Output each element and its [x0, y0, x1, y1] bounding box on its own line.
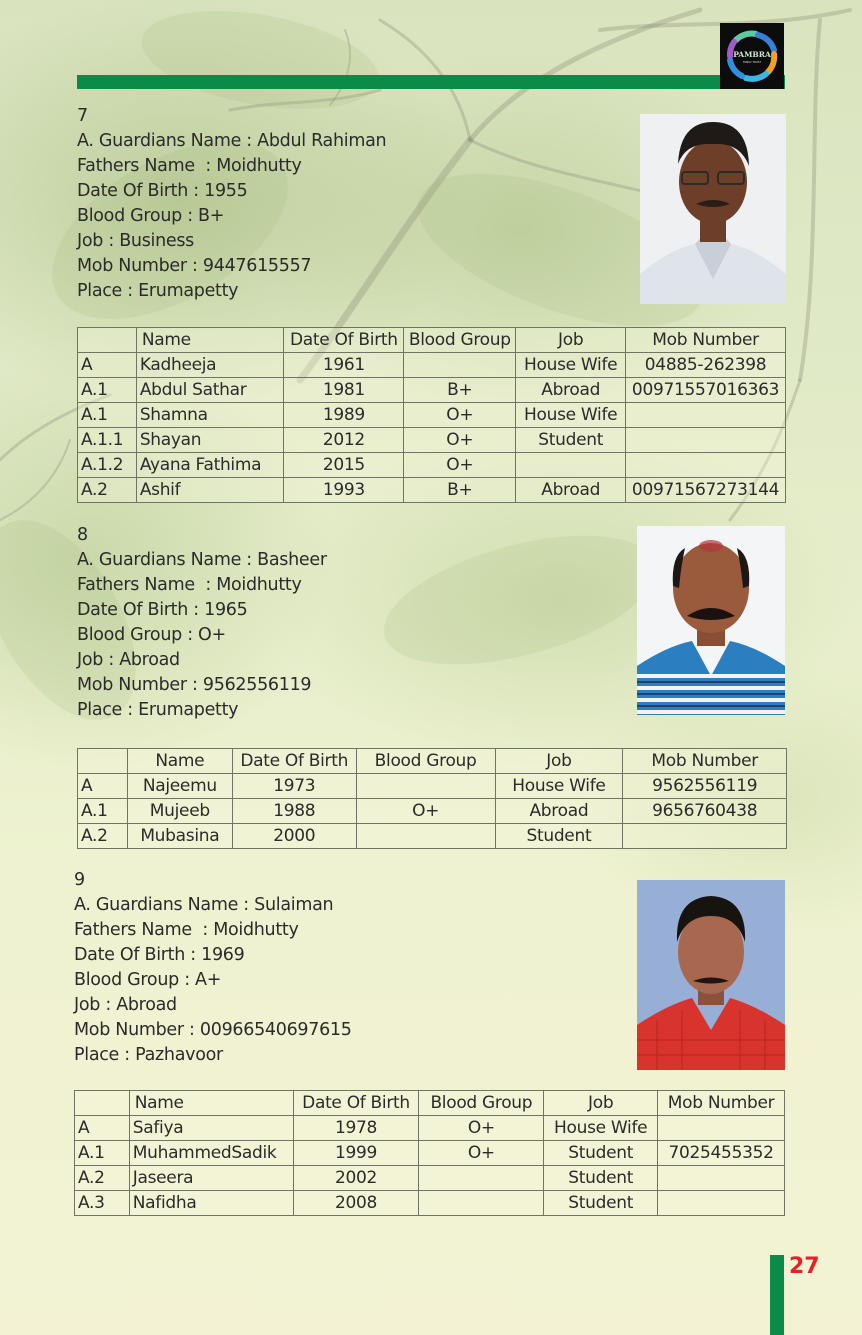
member-name: MuhammedSadik — [129, 1141, 293, 1166]
member-job: Abroad — [516, 478, 626, 503]
member-code: A.1 — [78, 799, 128, 824]
member-code: A.2 — [78, 824, 128, 849]
family-number: 7 — [77, 106, 88, 126]
member-blood-group: O+ — [404, 428, 516, 453]
place: Place : Erumapetty — [77, 700, 239, 720]
table-row — [78, 353, 786, 378]
member-job: Student — [516, 428, 626, 453]
table-header-row — [78, 328, 786, 353]
member-mob-number: 00971567273144 — [626, 478, 786, 503]
column-header-code — [78, 749, 128, 774]
member-blood-group: O+ — [419, 1141, 544, 1166]
member-code: A.1 — [78, 403, 137, 428]
member-name: Ashif — [136, 478, 284, 503]
member-blood-group: O+ — [356, 799, 495, 824]
guardian-photo — [637, 880, 785, 1070]
column-header-blood-group: Blood Group — [404, 328, 516, 353]
mob-number: Mob Number : 9562556119 — [77, 675, 312, 695]
place: Place : Pazhavoor — [74, 1045, 223, 1065]
column-header-job: Job — [544, 1091, 658, 1116]
member-blood-group: B+ — [404, 478, 516, 503]
table-row — [75, 1116, 785, 1141]
member-mob-number — [626, 403, 786, 428]
family-9-members-table — [74, 1090, 785, 1216]
member-blood-group: B+ — [404, 378, 516, 403]
member-dob: 1961 — [284, 353, 404, 378]
member-dob: 1989 — [284, 403, 404, 428]
member-dob: 1999 — [293, 1141, 419, 1166]
mob-number: Mob Number : 9447615557 — [77, 256, 312, 276]
member-code: A — [78, 774, 128, 799]
member-dob: 1981 — [284, 378, 404, 403]
member-mob-number — [623, 824, 787, 849]
date-of-birth: Date Of Birth : 1955 — [77, 181, 248, 201]
member-blood-group — [419, 1166, 544, 1191]
member-mob-number — [658, 1191, 785, 1216]
page-number: 27 — [789, 1254, 820, 1279]
guardian-photo — [640, 114, 786, 304]
column-header-name: Name — [136, 328, 284, 353]
guardian-photo — [637, 526, 785, 715]
member-job: Student — [544, 1141, 658, 1166]
job: Job : Business — [77, 231, 194, 251]
svg-text:PAMBRA: PAMBRA — [733, 50, 771, 59]
member-mob-number: 00971557016363 — [626, 378, 786, 403]
member-job: House Wife — [495, 774, 623, 799]
member-mob-number — [658, 1166, 785, 1191]
member-name: Ayana Fathima — [136, 453, 284, 478]
column-header-code — [78, 328, 137, 353]
table-header-row — [75, 1091, 785, 1116]
member-name: Jaseera — [129, 1166, 293, 1191]
member-dob: 1978 — [293, 1116, 419, 1141]
column-header-mob-number: Mob Number — [658, 1091, 785, 1116]
column-header-code — [75, 1091, 130, 1116]
family-8-members-table — [77, 748, 787, 849]
member-blood-group: O+ — [404, 453, 516, 478]
member-dob: 2015 — [284, 453, 404, 478]
member-dob: 2008 — [293, 1191, 419, 1216]
table-row — [78, 824, 787, 849]
table-row — [75, 1166, 785, 1191]
column-header-name: Name — [129, 1091, 293, 1116]
member-name: Najeemu — [127, 774, 232, 799]
place: Place : Erumapetty — [77, 281, 239, 301]
member-name: Shayan — [136, 428, 284, 453]
column-header-blood-group: Blood Group — [419, 1091, 544, 1116]
member-dob: 1993 — [284, 478, 404, 503]
member-mob-number: 9562556119 — [623, 774, 787, 799]
column-header-dob: Date Of Birth — [293, 1091, 419, 1116]
member-code: A.2 — [78, 478, 137, 503]
date-of-birth: Date Of Birth : 1965 — [77, 600, 248, 620]
member-code: A.1.1 — [78, 428, 137, 453]
hands-circle-logo-icon — [722, 26, 782, 86]
member-blood-group — [419, 1191, 544, 1216]
member-blood-group — [356, 774, 495, 799]
svg-text:FAMILY TRUST: FAMILY TRUST — [742, 61, 762, 64]
column-header-blood-group: Blood Group — [356, 749, 495, 774]
table-row — [78, 378, 786, 403]
table-row — [78, 403, 786, 428]
column-header-mob-number: Mob Number — [623, 749, 787, 774]
column-header-name: Name — [127, 749, 232, 774]
member-dob: 2002 — [293, 1166, 419, 1191]
member-name: Abdul Sathar — [136, 378, 284, 403]
member-code: A.2 — [75, 1166, 130, 1191]
member-name: Safiya — [129, 1116, 293, 1141]
member-job: Student — [544, 1191, 658, 1216]
member-job: House Wife — [516, 403, 626, 428]
family-number: 9 — [74, 870, 85, 890]
member-job — [516, 453, 626, 478]
member-code: A.3 — [75, 1191, 130, 1216]
blood-group: Blood Group : A+ — [74, 970, 222, 990]
member-dob: 1988 — [232, 799, 356, 824]
guardian-name: A. Guardians Name : Abdul Rahiman — [77, 131, 387, 151]
job: Job : Abroad — [74, 995, 177, 1015]
column-header-dob: Date Of Birth — [232, 749, 356, 774]
family-9-info — [74, 868, 352, 1068]
member-dob: 1973 — [232, 774, 356, 799]
member-job: Abroad — [516, 378, 626, 403]
member-mob-number: 7025455352 — [658, 1141, 785, 1166]
table-row — [78, 799, 787, 824]
member-mob-number — [626, 428, 786, 453]
table-row — [78, 453, 786, 478]
family-7-info — [77, 104, 386, 304]
father-name: Fathers Name : Moidhutty — [77, 156, 302, 176]
column-header-mob-number: Mob Number — [626, 328, 786, 353]
date-of-birth: Date Of Birth : 1969 — [74, 945, 245, 965]
member-name: Mujeeb — [127, 799, 232, 824]
member-code: A — [78, 353, 137, 378]
column-header-dob: Date Of Birth — [284, 328, 404, 353]
member-name: Nafidha — [129, 1191, 293, 1216]
member-job: Student — [495, 824, 623, 849]
mob-number: Mob Number : 00966540697615 — [74, 1020, 352, 1040]
member-name: Mubasina — [127, 824, 232, 849]
member-mob-number — [626, 453, 786, 478]
header-bar — [77, 75, 785, 89]
father-name: Fathers Name : Moidhutty — [77, 575, 302, 595]
job: Job : Abroad — [77, 650, 180, 670]
member-dob: 2000 — [232, 824, 356, 849]
member-job: Abroad — [495, 799, 623, 824]
member-job: Student — [544, 1166, 658, 1191]
family-7-members-table — [77, 327, 786, 503]
column-header-job: Job — [516, 328, 626, 353]
member-code: A.1 — [78, 378, 137, 403]
table-row — [78, 428, 786, 453]
column-header-job: Job — [495, 749, 623, 774]
family-number: 8 — [77, 525, 88, 545]
guardian-name: A. Guardians Name : Sulaiman — [74, 895, 334, 915]
table-row — [75, 1141, 785, 1166]
member-code: A.1.2 — [78, 453, 137, 478]
footer-bar — [770, 1255, 784, 1335]
blood-group: Blood Group : B+ — [77, 206, 225, 226]
member-code: A — [75, 1116, 130, 1141]
member-code: A.1 — [75, 1141, 130, 1166]
member-name: Kadheeja — [136, 353, 284, 378]
member-dob: 2012 — [284, 428, 404, 453]
family-8-info — [77, 523, 327, 723]
member-blood-group — [356, 824, 495, 849]
logo — [720, 23, 784, 89]
member-blood-group — [404, 353, 516, 378]
member-name: Shamna — [136, 403, 284, 428]
member-job: House Wife — [544, 1116, 658, 1141]
member-mob-number: 9656760438 — [623, 799, 787, 824]
table-header-row — [78, 749, 787, 774]
blood-group: Blood Group : O+ — [77, 625, 226, 645]
member-blood-group: O+ — [404, 403, 516, 428]
member-job: House Wife — [516, 353, 626, 378]
table-row — [78, 774, 787, 799]
guardian-name: A. Guardians Name : Basheer — [77, 550, 327, 570]
father-name: Fathers Name : Moidhutty — [74, 920, 299, 940]
member-mob-number — [658, 1116, 785, 1141]
table-row — [75, 1191, 785, 1216]
member-blood-group: O+ — [419, 1116, 544, 1141]
member-mob-number: 04885-262398 — [626, 353, 786, 378]
table-row — [78, 478, 786, 503]
